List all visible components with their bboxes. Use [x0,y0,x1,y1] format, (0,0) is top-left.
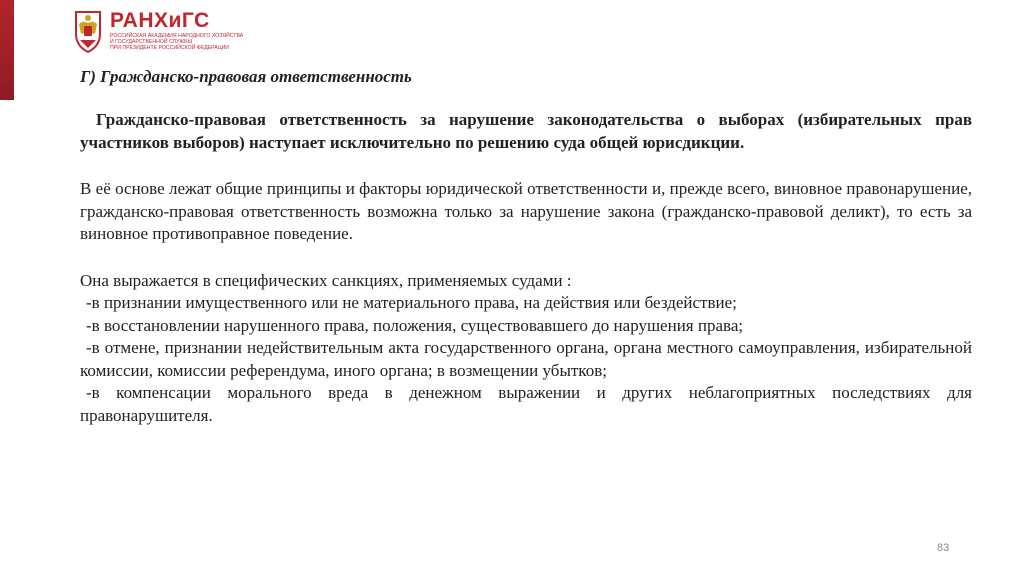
sanction-list-item: -в отмене, признании недействительным акта государственного органа, органа местного самоуправления, избирательной комиссии, комиссии референдума, иного органа; в возмещении убытков; [80,338,972,380]
logo-subtitle [110,33,244,51]
logo-title: РАНХиГС [110,9,210,32]
page-number: 83 [937,542,950,554]
logo-subtitle-line: И ГОСУДАРСТВЕННОЙ СЛУЖБЫ [110,38,193,45]
paragraph-basis: В её основе лежат общие принципы и факторы юридической ответственности и, прежде всего, виновное правонарушение, гражданско-правовая ответственность возможна только за нарушение закона (гражданско-правовой деликт), то есть за виновное противоправное поведение. [80,179,972,243]
ranepa-logo [70,8,244,58]
side-accent-bar [0,0,14,100]
sanction-list-item: -в восстановлении нарушенного права, положения, существовавшего до нарушения права; [86,315,744,335]
sanction-list-item: -в компенсации морального вреда в денежном выражении и других неблагоприятных последствиях для правонарушителя. [80,383,972,425]
body-text [80,109,972,427]
paragraph-civil-liability: Гражданско-правовая ответственность за нарушение законодательства о выборах (избирательных прав участников выборов) наступает исключительно по решению суда общей юрисдикции. [80,110,972,152]
paragraph-sanctions-intro: Она выражается в специфических санкциях, применяемых судами : [80,270,572,290]
logo-subtitle-line: РОССИЙСКАЯ АКАДЕМИЯ НАРОДНОГО ХОЗЯЙСТВА [110,33,244,39]
sanction-list-item: -в признании имущественного или не материального права, на действия или бездействие; [86,293,737,312]
logo-subtitle-line: ПРИ ПРЕЗИДЕНТЕ РОССИЙСКОЙ ФЕДЕРАЦИИ [110,44,230,51]
section-heading: Г) Гражданско-правовая ответственность [80,67,412,86]
coat-of-arms-icon [70,8,106,54]
